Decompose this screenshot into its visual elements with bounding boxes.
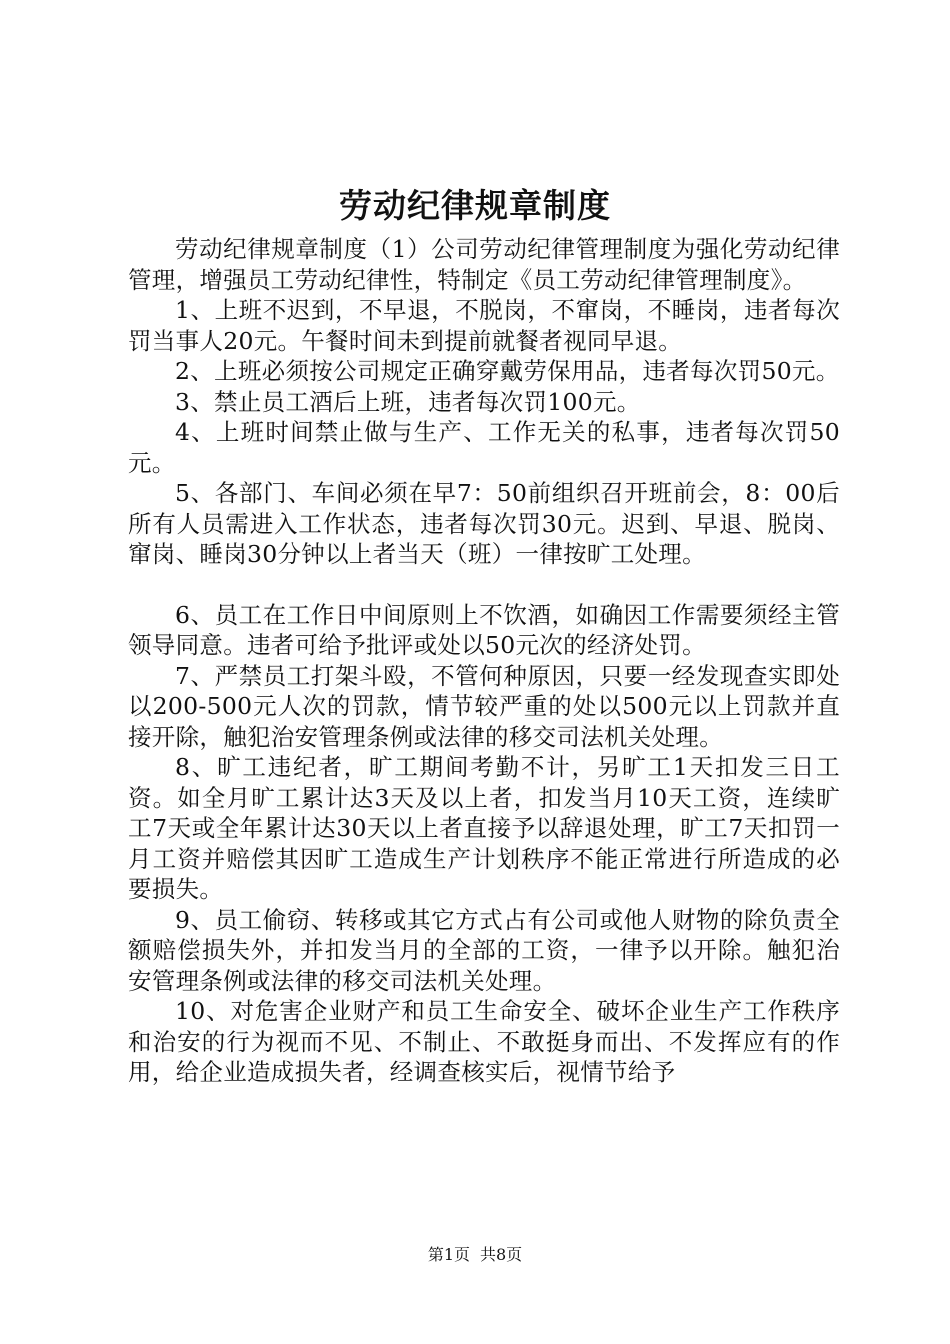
rule-9-paragraph: 9、员工偷窃、转移或其它方式占有公司或他人财物的除负责全额赔偿损失外，并扣发当月的全部的工资，一律予以开除。触犯治安管理条例或法律的移交司法机关处理。 [128,905,840,995]
rule-10-paragraph: 10、对危害企业财产和员工生命安全、破坏企业生产工作秩序和治安的行为视而不见、不制止、不敢挺身而出、不发挥应有的作用，给企业造成损失者，经调查核实后，视情节给予 [128,997,840,1086]
total-pages: 共8页 [480,1245,523,1264]
page-number: 第1页 [427,1245,470,1264]
rule-4-paragraph: 4、上班时间禁止做与生产、工作无关的私事，违者每次罚50元。 [128,418,840,477]
rule-7-paragraph: 7、严禁员工打架斗殴，不管何种原因，只要一经发现查实即处以200-500元人次的罚款，情节较严重的处以500元以上罚款并直接开除，触犯治安管理条例或法律的移交司法机关处理。 [128,661,840,751]
document-title: 劳动纪律规章制度 [339,186,611,225]
page-footer [0,1244,950,1266]
rule-1-paragraph: 1、上班不迟到，不早退，不脱岗，不窜岗，不睡岗，违者每次罚当事人20元。午餐时间未到提前就餐者视同早退。 [128,296,840,355]
rule-3-paragraph: 3、禁止员工酒后上班，违者每次罚100元。 [175,387,641,416]
rule-5-paragraph: 5、各部门、车间必须在早7：50前组织召开班前会，8：00后所有人员需进入工作状态，违者每次罚30元。迟到、早退、脱岗、窜岗、睡岗30分钟以上者当天（班）一律按旷工处理。 [128,479,840,568]
intro-paragraph: 劳动纪律规章制度（1）公司劳动纪律管理制度为强化劳动纪律管理，增强员工劳动纪律性，特制定《员工劳动纪律管理制度》。 [128,235,840,294]
document-body [128,234,840,1088]
rule-6-paragraph: 6、员工在工作日中间原则上不饮酒，如确因工作需要须经主管领导同意。违者可给予批评或处以50元次的经济处罚。 [128,600,840,659]
rule-8-paragraph: 8、旷工违纪者，旷工期间考勤不计，另旷工1天扣发三日工资。如全月旷工累计达3天及以上者，扣发当月10天工资，连续旷工7天或全年累计达30天以上者直接予以辞退处理，旷工7天扣罚一月工资并赔偿其因旷工造成生产计划秩序不能正常进行所造成的必要损失。 [128,753,840,903]
rule-2-paragraph: 2、上班必须按公司规定正确穿戴劳保用品，违者每次罚50元。 [175,357,840,385]
